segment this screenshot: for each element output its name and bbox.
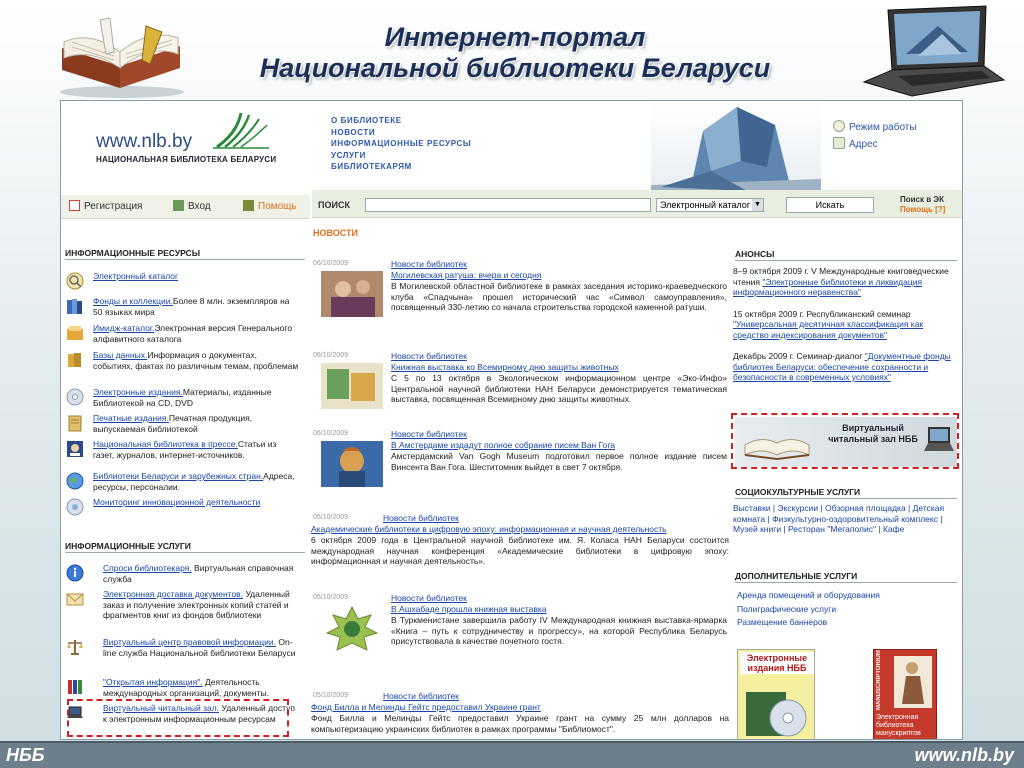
law-scales-icon	[65, 637, 85, 657]
extra-list	[737, 589, 963, 630]
resource-link[interactable]: Мониторинг инновационной деятельности	[93, 497, 261, 507]
socio-link[interactable]: Ресторан "Мегаполис"	[788, 524, 877, 534]
ad-electronic-editions-text: Электронные издания НББ	[740, 652, 814, 674]
socio-link[interactable]: Выставки	[733, 503, 771, 513]
news-title-link[interactable]: Фонд Билла и Мелинды Гейтс предоставил Украине грант	[311, 702, 541, 712]
slide-title-line1: Интернет-портал	[384, 22, 646, 52]
nav-services[interactable]: УСЛУГИ	[331, 150, 367, 160]
socio-link[interactable]: Физкультурно-оздоровительный комплекс	[772, 513, 938, 524]
resource-link[interactable]: Базы данных.	[93, 350, 148, 360]
news-body: Фонд Билла и Мелинды Гейтс предоставил Украине грант на сумму 25 млн долларов на компьютеризацию украинских библиотек в рамках программы "Библиомост".	[311, 713, 729, 734]
slide-title	[220, 22, 810, 84]
slide-title-line2: Национальной библиотеки Беларуси	[259, 53, 771, 83]
highlight-virtual-hall	[67, 699, 289, 737]
service-link[interactable]: "Открытая информация".	[103, 677, 203, 687]
service-link[interactable]: Виртуальный читальный зал.	[103, 703, 220, 713]
chevron-down-icon: ▼	[752, 199, 763, 211]
socio-link[interactable]: Кафе	[882, 524, 905, 534]
resource-link[interactable]: Национальная библиотека в прессе.	[93, 439, 238, 449]
anons-link[interactable]: "Электронные библиотеки и ликвидация информационного неравенства"	[733, 276, 923, 297]
news-thumbnail	[321, 363, 383, 409]
catalog-box-icon	[65, 323, 85, 343]
news-date: 05/10/2009	[313, 594, 349, 601]
monitoring-icon	[65, 497, 85, 517]
ad-electronic-editions[interactable]	[737, 649, 815, 740]
news-item	[311, 593, 729, 673]
news-body: В Могилевской областной библиотеке в рамках заседания историко-краеведческого клуба «Спадчына» прошел исторический час «Символ самоуправления», посвященный 330-летию со начала строительства городской каменной ратуши.	[391, 281, 727, 312]
logo-subtitle: НАЦИОНАЛЬНАЯ БИБЛИОТЕКА БЕЛАРУСИ	[96, 155, 277, 164]
book-illustration	[50, 8, 190, 100]
extra-link[interactable]: Полиграфические услуги	[737, 603, 837, 614]
news-date: 06/10/2009	[313, 430, 349, 437]
info-icon	[65, 563, 85, 583]
news-title-link[interactable]: Академические библиотеки в цифровую эпоху: информационная и научная деятельность	[311, 524, 667, 534]
top-navigation	[331, 115, 471, 173]
login-icon	[173, 200, 184, 211]
news-date: 05/10/2009	[313, 514, 349, 521]
anons-item	[733, 266, 961, 298]
edit-icon	[69, 200, 80, 211]
socio-link[interactable]: Обзорная площадка	[825, 503, 906, 513]
news-title-link[interactable]: В Амстердаме издадут полное собрание писем Ван Гога	[391, 440, 616, 450]
news-category-link[interactable]: Новости библиотек	[391, 351, 467, 361]
news-thumbnail	[321, 271, 383, 317]
nav-resources[interactable]: ИНФОРМАЦИОННЫЕ РЕСУРСЫ	[331, 139, 472, 148]
footer-url: www.nlb.by	[914, 745, 1014, 765]
website-screenshot	[60, 100, 963, 740]
clock-icon	[833, 120, 845, 132]
news-item	[311, 691, 729, 737]
resource-desc: Материалы, изданные Библиотекой на CD, DVD	[93, 387, 272, 408]
service-link[interactable]: Спроси библиотекаря.	[103, 563, 192, 573]
news-category-link[interactable]: Новости библиотек	[391, 593, 467, 603]
resource-desc: Электронная версия Генерального алфавитного каталога	[93, 323, 293, 344]
extra-link[interactable]: Аренда помещений и оборудования	[737, 590, 880, 600]
address-link[interactable]: Адрес	[833, 136, 917, 153]
search-label: ПОИСК	[318, 200, 350, 210]
help-icon	[243, 200, 254, 211]
services-heading: ИНФОРМАЦИОННЫЕ УСЛУГИ	[65, 541, 305, 553]
news-body: 6 октября 2009 года в Центральной научной библиотеке им. Я. Коласа НАН Беларуси состоится международная научная конференция «Академические библиотеки в цифровую эпоху: информационная и научная деятельность».	[311, 535, 729, 566]
anons-link[interactable]: "Универсальная десятичная классификация как средство индексирования документов"	[733, 319, 924, 340]
news-date: 06/10/2009	[313, 260, 349, 267]
resource-desc: Адреса, ресурсы, персоналии.	[93, 471, 295, 492]
virtual-hall-banner-text: Виртуальный читальный зал НББ	[828, 423, 918, 444]
catalog-select[interactable]: Электронный каталог ▼	[656, 198, 764, 212]
search-input[interactable]	[365, 198, 651, 212]
news-category-link[interactable]: Новости библиотек	[391, 429, 467, 439]
resource-desc: Печатная продукция, выпускаемая библиотекой	[93, 413, 253, 434]
resource-link[interactable]: Имидж-каталог.	[93, 323, 155, 333]
globe-icon	[65, 471, 85, 491]
nav-about[interactable]: О БИБЛИОТЕКЕ	[331, 116, 402, 125]
header-right-links	[833, 119, 917, 153]
cd-stack-icon	[744, 690, 810, 738]
service-desc: Виртуальная справочная служба	[103, 563, 294, 584]
news-date: 05/10/2009	[313, 692, 349, 699]
extra-link[interactable]: Размещение баннеров	[737, 617, 828, 627]
manuscript-figure-icon	[892, 654, 934, 710]
resource-link[interactable]: Печатные издания.	[93, 413, 169, 423]
news-thumbnail	[321, 441, 383, 487]
news-item	[311, 259, 729, 339]
news-thumbnail	[321, 605, 383, 651]
laptop-illustration	[858, 4, 1008, 100]
ad-manuscripts-text: Электронная библиотека манускриптов	[876, 714, 921, 737]
resource-link[interactable]: Фонды и коллекции.	[93, 296, 173, 306]
news-item	[311, 513, 729, 571]
footer-label: НББ	[6, 745, 45, 765]
news-category-link[interactable]: Новости библиотек	[391, 259, 467, 269]
open-info-icon	[65, 677, 85, 697]
ad-manuscripts[interactable]	[873, 649, 937, 740]
socio-list: Выставки | Экскурсии | Обзорная площадка | Детская комната | Физкультурно-оздоровительный комплекс | Музей книги | Ресторан "Мегаполис" | Кафе	[733, 503, 945, 534]
anons-date: 15 октября 2009 г. Республиканский семинар	[733, 308, 911, 319]
press-icon	[65, 439, 85, 459]
news-category-link[interactable]: Новости библиотек	[383, 691, 459, 701]
auth-bar	[61, 195, 310, 219]
printed-book-icon	[65, 413, 85, 433]
socio-link[interactable]: Детская комната	[733, 503, 945, 524]
socio-link[interactable]: Экскурсии	[777, 503, 819, 513]
book-leaf-icon	[211, 109, 271, 151]
service-link[interactable]: Электронная доставка документов.	[103, 589, 244, 599]
news-body: С 5 по 13 октября в Экологическом информационном центре «Эко-Инфо» Центральной научной библиотеки НАН Беларуси демонстрируется тематическая выставка, посвященная Всемирному дню защиты животных.	[391, 373, 727, 404]
search-button[interactable]: Искать	[786, 197, 874, 213]
anons-item	[733, 351, 961, 383]
resource-link[interactable]: Библиотеки Беларуси и зарубежных стран.	[93, 471, 264, 481]
resources-heading: ИНФОРМАЦИОННЫЕ РЕСУРСЫ	[65, 248, 305, 260]
news-title-link[interactable]: В Ашхабаде прошла книжная выставка	[391, 604, 547, 614]
resource-link[interactable]: Электронные издания.	[93, 387, 183, 397]
news-category-link[interactable]: Новости библиотек	[383, 513, 459, 523]
socio-heading: СОЦИОКУЛЬТУРНЫЕ УСЛУГИ	[735, 487, 957, 499]
nav-news[interactable]: НОВОСТИ	[331, 127, 376, 137]
login-link[interactable]: Вход	[173, 200, 211, 212]
anons-date: Декабрь 2009 г. Семинар-диалог	[733, 351, 865, 361]
search-ek-links	[900, 195, 945, 215]
search-help-link[interactable]: Помощь [?]	[900, 205, 946, 214]
service-desc: Удаленный заказ и получение электронных копий статей и фрагментов книг из фондов библиотеки	[103, 589, 290, 620]
resource-link[interactable]: Электронный каталог	[93, 271, 179, 281]
news-title-link[interactable]: Могилевская ратуша: вчера и сегодня	[391, 270, 542, 280]
resource-desc: Информация о документах, событиях, фактах по различным темам, проблемам	[93, 350, 299, 371]
news-body: В Туркменистане завершила работу IV Международная книжная выставка-ярмарка «Книга – путь к сотрудничеству и прогрессу», на которой Республика Беларусь присутствовала в качестве почетного гостя.	[391, 615, 727, 646]
service-link[interactable]: Виртуальный центр правовой информации.	[103, 637, 276, 647]
work-hours-link[interactable]: Режим работы	[833, 119, 917, 136]
help-link[interactable]: Помощь	[243, 200, 297, 212]
news-date: 06/10/2009	[313, 352, 349, 359]
service-desc: On-line служба Национальной библиотеки Беларуси	[103, 637, 296, 658]
search-ek-link[interactable]: Поиск в ЭК	[900, 195, 944, 204]
anons-item	[733, 309, 961, 341]
anons-list	[733, 266, 961, 383]
database-icon	[65, 350, 85, 370]
service-desc: Деятельность международных организаций, документы.	[103, 677, 269, 698]
extra-heading: ДОПОЛНИТЕЛЬНЫЕ УСЛУГИ	[735, 571, 957, 583]
highlight-virtual-hall-banner	[731, 413, 959, 469]
search-icon	[65, 271, 85, 291]
resource-desc: Более 8 млн. экземпляров на 50 языках мира	[93, 296, 290, 317]
cd-icon	[65, 387, 85, 407]
anons-link[interactable]: "Документные фонды библиотек Беларуси: обеспечение сохранности и безопасности в современных условиях"	[733, 351, 951, 382]
manuscriptorium-text: MANUSCRIPTORIUM	[876, 650, 882, 710]
news-heading: НОВОСТИ	[313, 228, 359, 238]
logo-url: www.nlb.by	[96, 131, 193, 152]
news-title-link[interactable]: Книжная выставка ко Всемирному дню защиты животных	[391, 362, 619, 372]
nav-librarians[interactable]: БИБЛИОТЕКАРЯМ	[331, 162, 412, 171]
news-item	[311, 429, 729, 499]
anons-date: 8–9 октября 2009 г. V Международные книговедческие чтения	[733, 266, 949, 287]
mail-icon	[65, 589, 85, 609]
library-building-image	[651, 101, 821, 193]
search-bar	[312, 190, 962, 218]
slide-footer	[0, 741, 1024, 768]
resource-desc: Статьи из газет, журналов, интернет-источников.	[93, 439, 277, 460]
anons-heading: АНОНСЫ	[735, 249, 957, 261]
map-icon	[833, 137, 845, 149]
register-link[interactable]: Регистрация	[69, 200, 142, 212]
news-item	[311, 351, 729, 423]
news-body: Амстердамский Van Gogh Museum подготовил первое полное издание писем Винсента Ван Гога. Шеститомник выйдет в свет 7 октября.	[391, 451, 727, 472]
service-desc: Удаленный доступ к электронным информационным ресурсам	[103, 703, 295, 724]
socio-link[interactable]: Музей книги	[733, 524, 782, 534]
books-icon	[65, 296, 85, 316]
